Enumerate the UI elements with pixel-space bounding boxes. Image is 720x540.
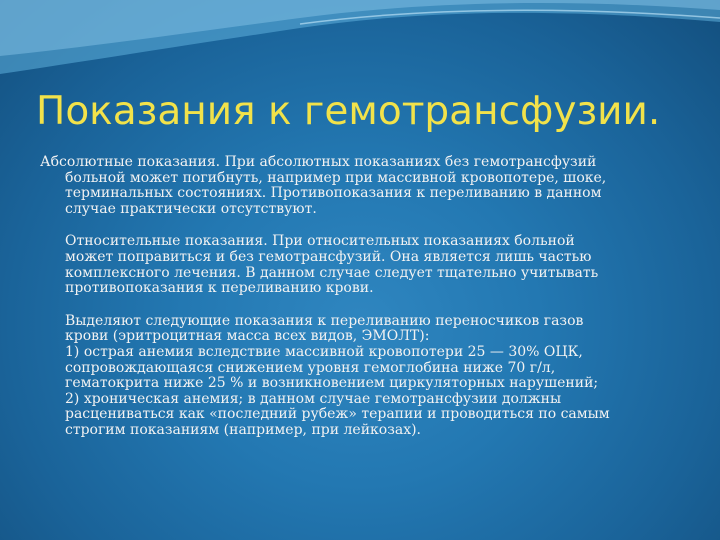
- slide-body: [40, 155, 680, 456]
- text-line: 2) хроническая анемия; в данном случае гемотрансфузии должны: [65, 390, 562, 407]
- text-line: 1) острая анемия вследствие массивной кровопотери 25 — 30% ОЦК,: [65, 343, 583, 360]
- text-line: случае практически отсутствуют.: [65, 200, 317, 217]
- paragraph-relative-indications: [40, 234, 680, 296]
- text-line: комплексного лечения. В данном случае следует тщательно учитывать: [65, 264, 599, 281]
- text-line: строгим показаниям (например, при лейкозах).: [65, 421, 422, 438]
- text-line: терминальных состояниях. Противопоказания к переливанию в данном: [65, 185, 602, 202]
- text-line: противопоказания к переливанию крови.: [65, 280, 374, 297]
- text-line: крови (эритроцитная масса всех видов, ЭМОЛТ):: [65, 328, 430, 345]
- text-line: Абсолютные показания. При абсолютных показаниях без гемотрансфузий: [40, 154, 597, 170]
- text-line: расцениваться как «последний рубеж» терапии и проводиться по самым: [65, 406, 610, 423]
- slide-title: Показания к гемотрансфузии.: [36, 89, 661, 134]
- text-line: Относительные показания. При относительных показаниях больной: [65, 233, 575, 250]
- paragraph-gas-carrier-indications: [40, 314, 680, 439]
- text-line: Выделяют следующие показания к переливанию переносчиков газов: [65, 312, 584, 329]
- text-line: гематокрита ниже 25 % и возникновением циркуляторных нарушений;: [65, 375, 599, 392]
- decorative-swoosh: [0, 0, 720, 90]
- text-line: может поправиться и без гемотрансфузий. Она является лишь частью: [65, 248, 592, 265]
- text-line: больной может погибнуть, например при массивной кровопотере, шоке,: [65, 169, 607, 186]
- paragraph-absolute-indications: [40, 155, 680, 217]
- text-line: сопровождающаяся снижением уровня гемоглобина ниже 70 г/л,: [65, 359, 556, 376]
